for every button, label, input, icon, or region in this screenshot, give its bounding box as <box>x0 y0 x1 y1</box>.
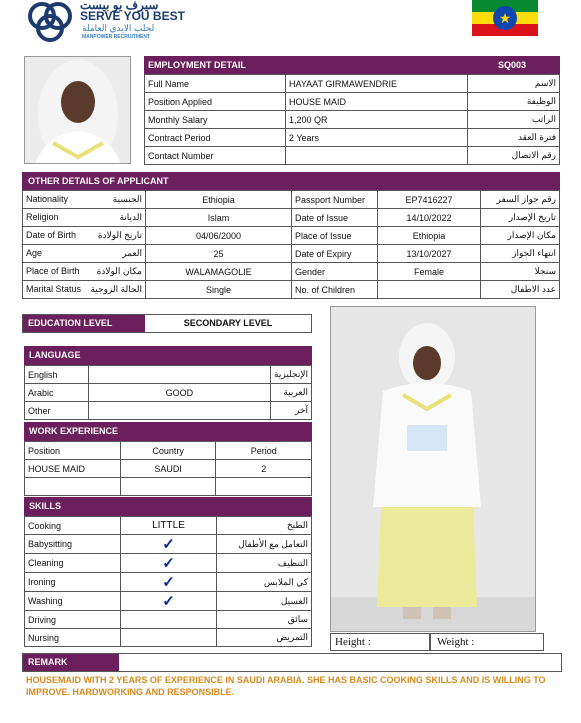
other-details-table <box>22 190 560 299</box>
field-label: Monthly Salary <box>145 111 286 129</box>
applicant-full-body-photo <box>330 306 536 632</box>
detail-label-arabic: انتهاء الجواز <box>481 245 560 263</box>
skill-row <box>25 629 312 647</box>
detail-value: WALAMAGOLIE <box>146 263 292 281</box>
skill-check-icon <box>121 535 217 554</box>
work-experience-table <box>24 441 312 496</box>
field-value: HAYAAT GIRMAWENDRIE <box>286 75 468 93</box>
skill-level: LITTLE <box>121 517 217 535</box>
detail-label-arabic: سنجلا <box>481 263 560 281</box>
language-name: English <box>25 366 89 384</box>
field-label-arabic: فترة العقد <box>468 129 560 147</box>
language-header: LANGUAGE <box>24 346 312 365</box>
work-experience-header: WORK EXPERIENCE <box>24 422 312 441</box>
remark-label: REMARK <box>23 654 119 671</box>
table-cell: SAUDI <box>120 460 216 478</box>
table-cell <box>25 478 121 496</box>
skill-level <box>121 611 217 629</box>
field-value: HOUSE MAID <box>286 93 468 111</box>
detail-label: Place of Birth <box>26 266 80 276</box>
detail-label-arabic: تاريخ الإصدار <box>481 209 560 227</box>
detail-label: Date of Issue <box>292 209 378 227</box>
field-value <box>286 147 468 165</box>
ethiopia-flag-icon: ★ <box>472 0 538 36</box>
detail-label: Marital Status <box>26 284 82 294</box>
table-row <box>25 478 312 496</box>
skill-check-icon <box>121 573 217 592</box>
detail-label-arabic: العمر <box>122 248 142 258</box>
detail-label-arabic: مكان الولادة <box>96 266 142 276</box>
detail-value: 25 <box>146 245 292 263</box>
detail-value: 04/06/2000 <box>146 227 292 245</box>
detail-label-arabic: الديانة <box>119 212 142 222</box>
logo-emblem-icon <box>26 0 74 42</box>
skill-name-arabic: التنظيف <box>217 554 312 573</box>
field-label: Full Name <box>145 75 286 93</box>
skill-row <box>25 554 312 573</box>
language-name-arabic: العربية <box>271 384 312 402</box>
skill-name: Washing <box>25 592 121 611</box>
table-cell: HOUSE MAID <box>25 460 121 478</box>
other-details-title: OTHER DETAILS OF APPLICANT <box>28 176 169 186</box>
logo-arabic-title: سيرف يو بيست <box>80 0 159 12</box>
skill-name: Cleaning <box>25 554 121 573</box>
column-header: Country <box>120 442 216 460</box>
education-level-row <box>22 314 312 333</box>
table-cell: 2 <box>216 460 312 478</box>
employment-row <box>145 93 560 111</box>
checkmark-icon: ✓ <box>162 574 175 591</box>
applicant-detail-row <box>23 263 560 281</box>
employment-row <box>145 75 560 93</box>
table-cell <box>216 478 312 496</box>
skills-table <box>24 516 312 647</box>
skill-row <box>25 592 312 611</box>
skill-name-arabic: الطبخ <box>217 517 312 535</box>
skill-row <box>25 611 312 629</box>
skill-name-arabic: التعامل مع الأطفال <box>217 535 312 554</box>
language-level <box>88 366 270 384</box>
employment-detail-header <box>144 56 560 74</box>
work-experience-header-row <box>25 442 312 460</box>
detail-label-arabic: الجنسية <box>112 194 142 204</box>
remark-text: HOUSEMAID WITH 2 YEARS OF EXPERIENCE IN SAUDI ARABIA. SHE HAS BASIC COOKING SKILLS AND IS WILLING TO IMPROVE. HARDWORKING AND RESPONSIBLE. <box>26 675 546 697</box>
height-field <box>330 633 430 651</box>
skill-name: Driving <box>25 611 121 629</box>
applicant-detail-row <box>23 281 560 299</box>
detail-value: Female <box>378 263 481 281</box>
skill-level <box>121 629 217 647</box>
detail-value: Ethiopia <box>378 227 481 245</box>
other-details-header <box>22 172 560 190</box>
detail-value: Single <box>146 281 292 299</box>
column-header: Position <box>25 442 121 460</box>
skill-check-icon <box>121 554 217 573</box>
detail-value: Ethiopia <box>146 191 292 209</box>
language-name: Arabic <box>25 384 89 402</box>
language-row <box>25 384 312 402</box>
weight-field <box>430 633 544 651</box>
field-label-arabic: رقم الاتصال <box>468 147 560 165</box>
field-label: Position Applied <box>145 93 286 111</box>
language-table <box>24 365 312 420</box>
applicant-portrait-photo <box>24 56 131 164</box>
field-value: 1,200 QR <box>286 111 468 129</box>
field-label: Contact Number <box>145 147 286 165</box>
detail-label: Gender <box>292 263 378 281</box>
skill-row <box>25 517 312 535</box>
language-name: Other <box>25 402 89 420</box>
language-name-arabic: الإنجليزية <box>271 366 312 384</box>
checkmark-icon: ✓ <box>162 536 175 553</box>
detail-label-pair <box>23 227 146 245</box>
table-row <box>25 460 312 478</box>
weight-label: Weight : <box>437 636 475 648</box>
language-level <box>88 402 270 420</box>
detail-value <box>378 281 481 299</box>
field-label-arabic: الراتب <box>468 111 560 129</box>
detail-label-arabic: الحالة الزوجية <box>90 284 142 294</box>
applicant-detail-row <box>23 191 560 209</box>
skill-name: Nursing <box>25 629 121 647</box>
education-level-label: EDUCATION LEVEL <box>23 315 145 332</box>
detail-label-pair <box>23 281 146 299</box>
detail-value: 13/10/2027 <box>378 245 481 263</box>
applicant-detail-row <box>23 209 560 227</box>
field-label-arabic: الاسم <box>468 75 560 93</box>
skill-name-arabic: الغسيل <box>217 592 312 611</box>
detail-label: Date of Birth <box>26 230 77 240</box>
employment-row <box>145 129 560 147</box>
detail-label-arabic: عدد الاطفال <box>481 281 560 299</box>
detail-label: No. of Children <box>292 281 378 299</box>
detail-label-arabic: مكان الإصدار <box>481 227 560 245</box>
detail-label: Passport Number <box>292 191 378 209</box>
detail-label-pair <box>23 245 146 263</box>
detail-label: Date of Expiry <box>292 245 378 263</box>
logo-title: SERVE YOU BEST <box>80 9 185 23</box>
logo-subtitle: MANPOWER RECRUITMENT <box>82 34 151 40</box>
detail-label-arabic: رقم جواز السفر <box>481 191 560 209</box>
skill-name-arabic: كي الملابس <box>217 573 312 592</box>
detail-value: EP7416227 <box>378 191 481 209</box>
skill-row <box>25 573 312 592</box>
field-label-arabic: الوظيفة <box>468 93 560 111</box>
employment-detail-title: EMPLOYMENT DETAIL <box>148 60 246 70</box>
applicant-detail-row <box>23 245 560 263</box>
checkmark-icon: ✓ <box>162 555 175 572</box>
skill-name-arabic: سائق <box>217 611 312 629</box>
skill-name: Babysitting <box>25 535 121 554</box>
language-level: GOOD <box>88 384 270 402</box>
height-label: Height : <box>335 636 371 648</box>
reference-code: SQ003 <box>498 60 527 70</box>
detail-label: Nationality <box>26 194 69 204</box>
remark-row <box>22 653 562 672</box>
field-label: Contract Period <box>145 129 286 147</box>
language-name-arabic: آخر <box>271 402 312 420</box>
detail-label: Religion <box>26 212 59 222</box>
applicant-detail-row <box>23 227 560 245</box>
detail-label-pair <box>23 263 146 281</box>
checkmark-icon: ✓ <box>162 593 175 610</box>
table-cell <box>120 478 216 496</box>
language-row <box>25 366 312 384</box>
skill-name: Cooking <box>25 517 121 535</box>
employment-detail-table <box>144 74 560 165</box>
detail-label-arabic: تاريخ الولادة <box>97 230 142 240</box>
employment-row <box>145 147 560 165</box>
employment-row <box>145 111 560 129</box>
detail-label-pair <box>23 191 146 209</box>
detail-value: Islam <box>146 209 292 227</box>
skill-check-icon <box>121 592 217 611</box>
company-logo <box>26 0 206 42</box>
detail-value: 14/10/2022 <box>378 209 481 227</box>
column-header: Period <box>216 442 312 460</box>
field-value: 2 Years <box>286 129 468 147</box>
skill-name: Ironing <box>25 573 121 592</box>
skill-row <box>25 535 312 554</box>
education-level-value: SECONDARY LEVEL <box>183 318 273 328</box>
detail-label: Place of Issue <box>292 227 378 245</box>
language-row <box>25 402 312 420</box>
logo-arabic-subtitle: لجلب الايدي العاملة <box>82 23 155 33</box>
skill-name-arabic: التمريض <box>217 629 312 647</box>
skills-header: SKILLS <box>24 497 312 516</box>
detail-label-pair <box>23 209 146 227</box>
detail-label: Age <box>26 248 43 258</box>
